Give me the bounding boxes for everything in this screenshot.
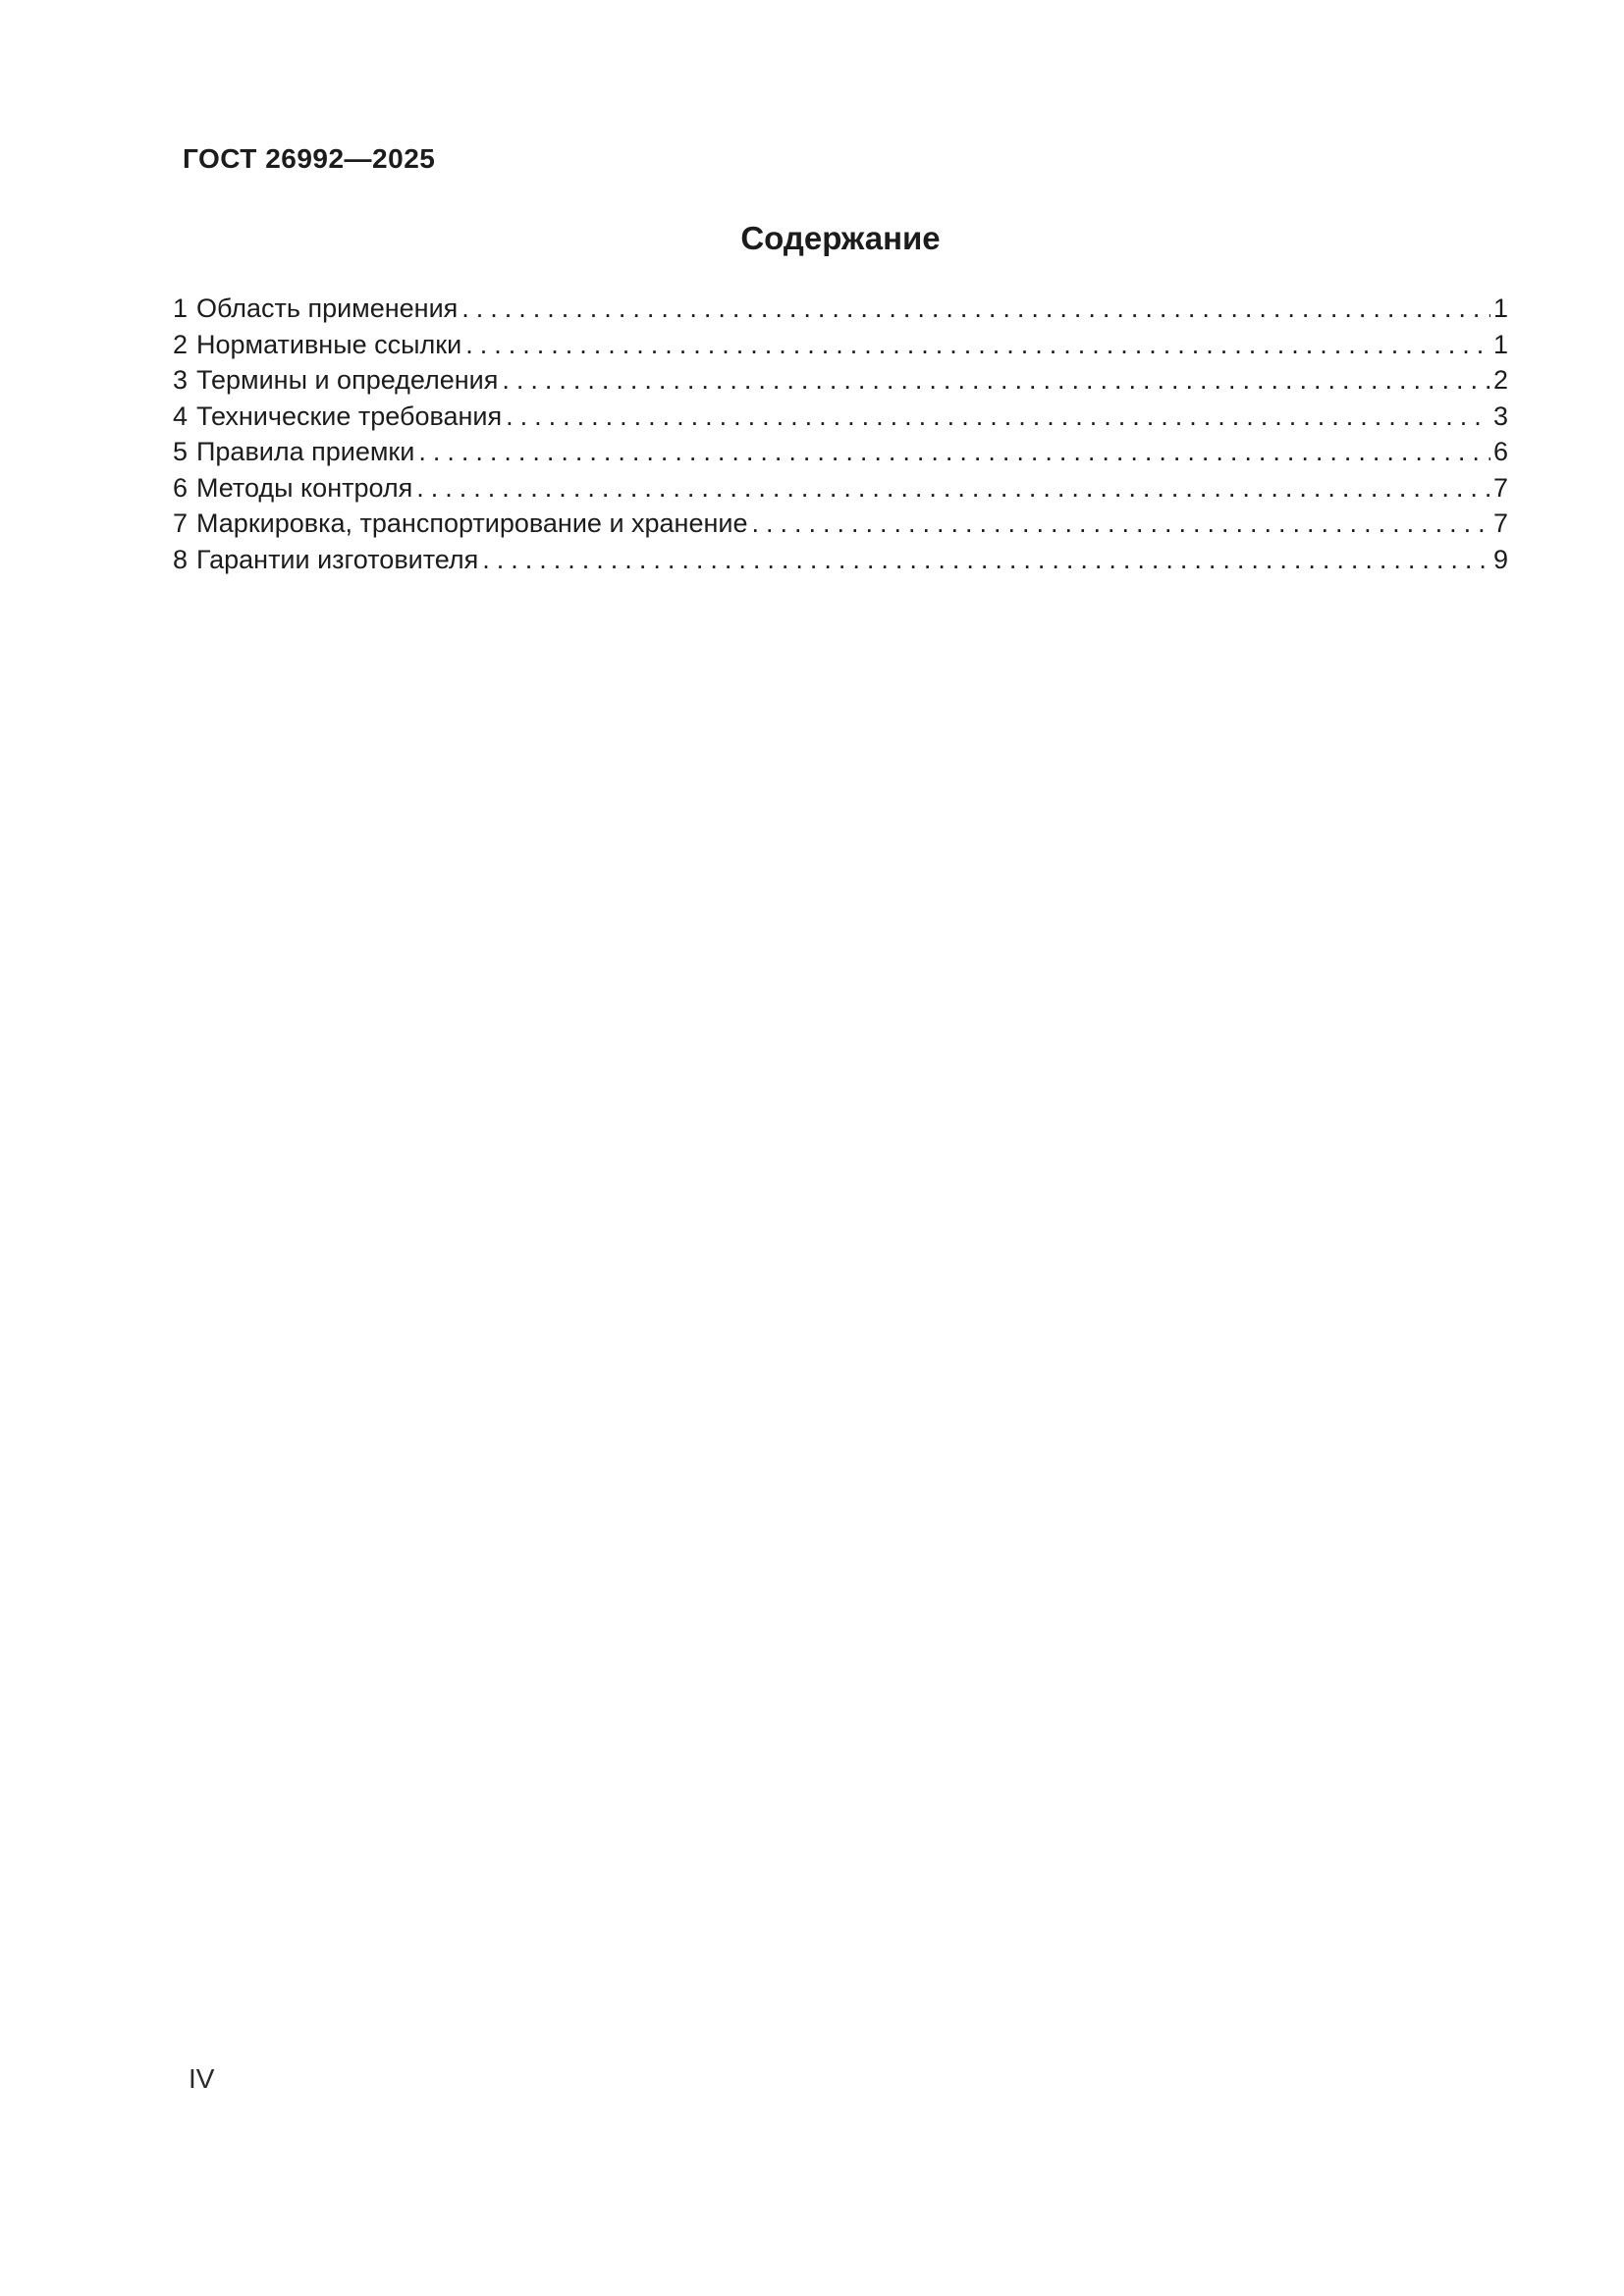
dot-leader xyxy=(502,362,1490,399)
dot-leader xyxy=(506,399,1490,435)
toc-entry-number: 5 xyxy=(173,437,189,466)
toc-entry-number: 2 xyxy=(173,329,189,359)
toc-entry-page: 1 xyxy=(1492,329,1508,359)
toc-entry xyxy=(173,470,1508,507)
dot-leader xyxy=(418,434,1490,470)
toc-entry-page: 2 xyxy=(1492,365,1508,395)
toc-entry-label: Область применения xyxy=(196,294,459,323)
toc-entry xyxy=(173,291,1508,327)
toc-entry-page: 1 xyxy=(1492,294,1508,323)
toc-entry-number: 8 xyxy=(173,544,189,574)
footer-page-number: IV xyxy=(189,2063,215,2094)
toc-entry-label: Методы контроля xyxy=(196,472,413,503)
toc-entry-label: Правила приемки xyxy=(196,437,415,466)
toc-entry-number: 1 xyxy=(173,294,189,323)
toc-entry-number: 4 xyxy=(173,400,189,431)
toc-entry-label: Термины и определения xyxy=(196,365,499,395)
toc-entry xyxy=(173,399,1508,435)
toc-entry xyxy=(173,506,1508,542)
toc-entry xyxy=(173,434,1508,470)
toc-entry xyxy=(173,362,1508,399)
toc-entry-label: Нормативные ссылки xyxy=(196,329,462,359)
toc-entry-page: 6 xyxy=(1492,437,1508,466)
toc-title: Содержание xyxy=(740,220,941,256)
toc-entry-page: 9 xyxy=(1492,544,1508,574)
dot-leader xyxy=(461,291,1490,327)
toc-entry-page: 7 xyxy=(1492,508,1508,538)
toc-entry-number: 7 xyxy=(173,508,189,538)
toc-entry-label: Маркировка, транспортирование и хранение xyxy=(196,508,748,538)
toc-entry-number: 3 xyxy=(173,365,189,395)
doc-code-header: ГОСТ 26992—2025 xyxy=(183,143,436,174)
dot-leader xyxy=(416,470,1490,507)
toc-list xyxy=(173,291,1508,577)
dot-leader xyxy=(465,327,1490,363)
dot-leader xyxy=(482,542,1490,578)
toc-entry-page: 3 xyxy=(1492,400,1508,431)
toc-entry xyxy=(173,542,1508,578)
toc-entry xyxy=(173,327,1508,363)
dot-leader xyxy=(752,506,1491,542)
toc-entry-number: 6 xyxy=(173,472,189,503)
toc-entry-page: 7 xyxy=(1492,472,1508,503)
toc-entry-label: Технические требования xyxy=(196,400,503,431)
toc-entry-label: Гарантии изготовителя xyxy=(196,544,479,574)
